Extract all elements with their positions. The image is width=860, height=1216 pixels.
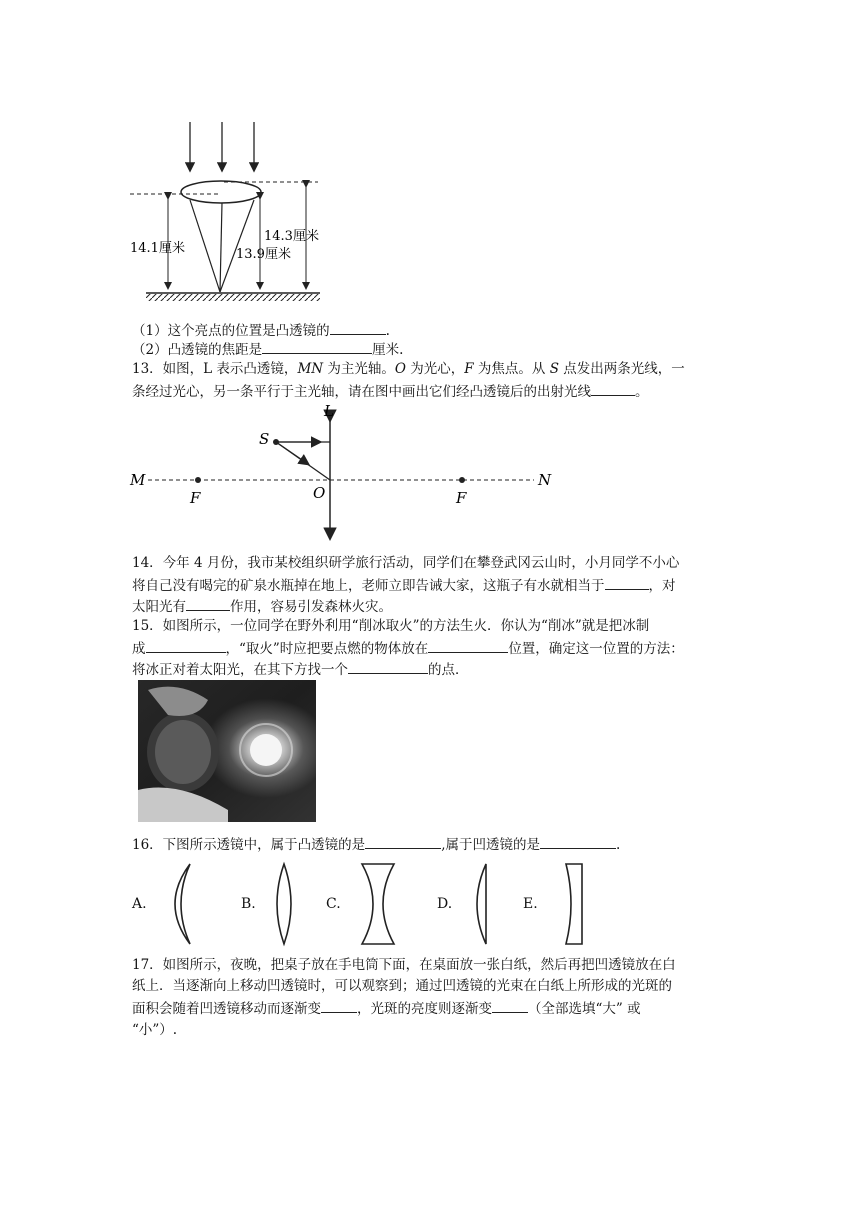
answer-blank[interactable] [186,596,230,611]
q13-line2: 条经过光心，另一条平行于主光轴，请在图中画出它们经凸透镜后的出射光线 。 [132,381,732,401]
distance-label-middle: 13.9厘米 [236,247,291,262]
q13-line1: 13．如图，L 表示凸透镜，MN 为主光轴。O 为光心，F 为焦点。从 S 点发出两条光线，一 [132,361,685,377]
option-e-label: E. [523,896,538,912]
q14-line3: 太阳光有 作用，容易引发森林火灾。 [132,596,732,616]
q14-line2: 将自己没有喝完的矿泉水瓶掉在地上，老师立即告诫大家，这瓶子有水就相当于 ，对 [132,575,732,595]
convex-lens-axis-figure [126,402,566,544]
distance-label-left: 14.1厘米 [130,241,185,256]
lens-c-shape [362,864,394,944]
answer-blank[interactable] [540,834,616,849]
q12-part2: （2）凸透镜的焦距是 厘米. [132,339,732,359]
optical-center-label: O [313,484,326,502]
option-c-label: C. [326,896,341,912]
axis-n-label: N [538,471,552,489]
lens-label: L [324,402,334,420]
answer-blank[interactable] [330,320,386,335]
option-b-label: B. [241,896,256,912]
q14-line1: 14．今年 4 月份，我市某校组织研学旅行活动，同学们在攀登武冈云山时，小月同学不小心 [132,555,680,571]
q17-line3: 面积会随着凹透镜移动而逐渐变 ，光斑的亮度则逐渐变 （全部选填“大” 或 [132,998,732,1018]
q17-line2: 纸上．当逐渐向上移动凹透镜时，可以观察到；通过凹透镜的光束在白纸上所形成的光斑的 [132,978,672,994]
q15-line1: 15．如图所示，一位同学在野外利用“削冰取火”的方法生火．你认为“削冰”就是把冰制 [132,618,650,634]
answer-blank[interactable] [605,575,649,590]
q15-line2: 成 ，“取火”时应把要点燃的物体放在 位置，确定这一位置的方法： [132,638,732,658]
point-s-label: S [259,430,270,448]
focus-right-label: F [456,489,467,507]
lens-e-shape [566,864,582,944]
answer-blank[interactable] [492,998,528,1013]
axis-m-label: M [130,471,146,489]
answer-blank[interactable] [365,834,441,849]
q16-line1: 16．下图所示透镜中，属于凸透镜的是 ,属于凹透镜的是 . [132,834,732,854]
option-a-label: A. [132,896,147,912]
q17-line1: 17．如图所示，夜晚，把桌子放在手电筒下面，在桌面放一张白纸，然后再把凹透镜放在白 [132,957,676,973]
answer-blank[interactable] [428,638,508,653]
lens-b-shape [277,864,291,944]
answer-blank[interactable] [591,381,635,396]
distance-label-right: 14.3厘米 [264,229,319,244]
focus-left-label: F [190,489,201,507]
ice-fire-photo [138,680,316,822]
answer-blank[interactable] [146,638,226,653]
option-d-label: D. [437,896,453,912]
lens-options-figure [160,858,600,950]
answer-blank[interactable] [321,998,357,1013]
lens-d-shape [477,864,486,944]
q12-part1: （1）这个亮点的位置是凸透镜的 . [132,320,732,340]
q17-line4: “小”）. [132,1022,178,1038]
lens-a-shape [175,864,190,944]
lens-focus-figure [128,100,328,305]
q15-line3: 将冰正对着太阳光，在其下方找一个 的点． [132,659,732,679]
answer-blank[interactable] [348,659,428,674]
answer-blank[interactable] [262,339,372,354]
